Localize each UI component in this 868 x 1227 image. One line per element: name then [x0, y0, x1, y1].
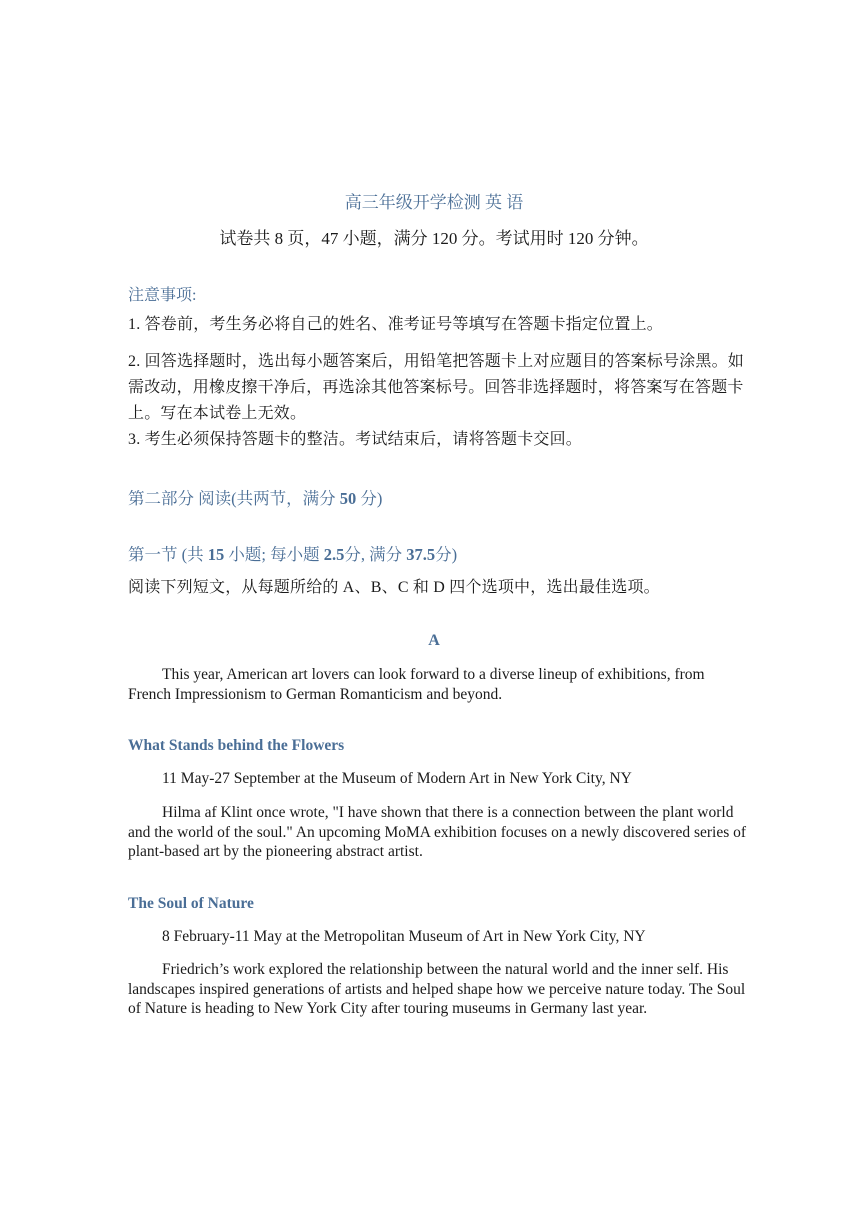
exam-subtitle: 试卷共 8 页，47 小题，满分 120 分。考试用时 120 分钟。 [219, 229, 649, 248]
section1-label-c: 分, 满分 [344, 545, 403, 564]
notice-item-1: 1. 答卷前，考生务必将自己的姓名、准考证号等填写在答题卡指定位置上。 [128, 316, 664, 333]
exhibit-1-title: What Stands behind the Flowers [128, 737, 345, 754]
notice-item-3: 3. 考生必须保持答题卡的整洁。考试结束后，请将答题卡交回。 [128, 431, 583, 448]
passage-letter: A [428, 632, 440, 649]
exhibit-1-meta: 11 May-27 September at the Museum of Modern Art in New York City, NY [162, 770, 632, 787]
part2-score: 50 [339, 489, 357, 508]
section1-label-d: 分) [435, 545, 458, 564]
passage-intro-text: This year, American art lovers can look forward to a diverse lineup of exhibitions, from French Impressionism to German Romanticism and beyond. [128, 666, 705, 703]
section1-total: 37.5 [406, 545, 436, 564]
part2-heading [128, 485, 382, 509]
section1-count: 15 [207, 545, 225, 564]
part2-label: 第二部分 阅读(共两节，满分 [128, 489, 336, 508]
section1-each: 2.5 [323, 545, 345, 564]
notice-heading: 注意事项: [128, 287, 197, 304]
exhibit-2-title: The Soul of Nature [128, 895, 254, 912]
notice-item-2: 2. 回答选择题时，选出每小题答案后，用铅笔把答题卡上对应题目的答案标号涂黑。如需改动，用橡皮擦干净后，再选涂其他答案标号。回答非选择题时，将答案写在答题卡上。写在本试卷上无效。 [128, 353, 745, 422]
exhibit-2-body [128, 960, 748, 1019]
section1-instruction: 阅读下列短文，从每题所给的 A、B、C 和 D 四个选项中，选出最佳选项。 [128, 579, 660, 596]
exhibit-2-body-text: Friedrich’s work explored the relationship between the natural world and the inner self. His landscapes inspired generations of artists and helped shape how we perceive nature today. The Soul of Nature is heading to New York City after touring museums in Germany last year. [128, 961, 746, 1017]
exhibit-1-body-text: Hilma af Klint once wrote, "I have shown that there is a connection between the plant world and the world of the soul." An upcoming MoMA exhibition focuses on a newly discovered series of plant-based art by the pioneering abstract artist. [128, 804, 747, 860]
section1-label-b: 小题; 每小题 [228, 545, 320, 564]
exhibit-1-body [128, 803, 748, 862]
exam-title: 高三年级开学检测 英 语 [344, 193, 524, 212]
section1-label-a: 第一节 (共 [128, 545, 204, 564]
exhibit-2-meta: 8 February-11 May at the Metropolitan Museum of Art in New York City, NY [162, 928, 646, 945]
passage-intro [128, 665, 748, 704]
part2-unit: 分) [360, 489, 383, 508]
section1-heading [128, 541, 457, 565]
